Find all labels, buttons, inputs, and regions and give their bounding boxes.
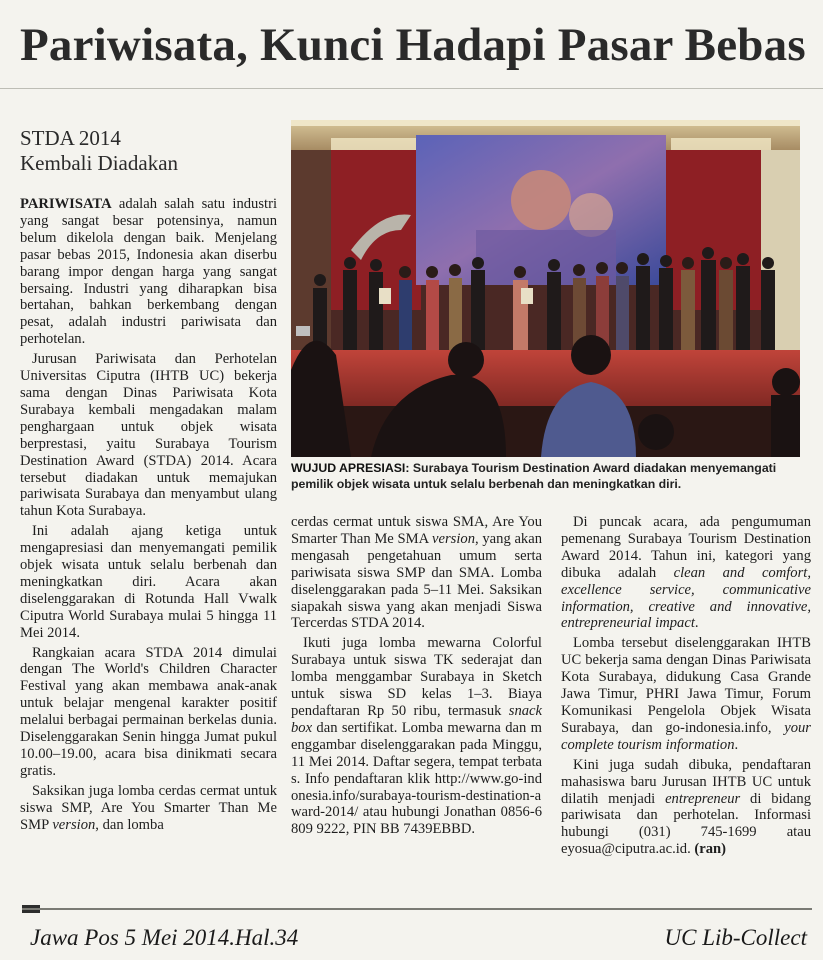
paragraph bbox=[561, 514, 811, 632]
paragraph bbox=[20, 196, 277, 348]
source-citation: Jawa Pos 5 Mei 2014.Hal.34 bbox=[30, 925, 299, 950]
paragraph-text: , yang akan mengasah pengetahuan umum serta pariwisata siswa SMP dan SMA. Lomba diselenggarakan pada 5–11 Mei. Saksikan siapakah siswa yang akan menjadi Siswa Tercerdas STDA 2014. bbox=[291, 530, 542, 632]
paragraph: Ini adalah ajang ketiga untuk mengapresiasi dan menyemangati pemilik objek wisata untuk selalu berbenah dan meningkatkan diri. Acara akan diselenggarakan di Rotunda Hall Vwalk Ciputra World Surabaya mulai 5 hingga 11 Mei 2014. bbox=[20, 523, 277, 641]
caption-text: Surabaya Tourism Destination Award diadakan menyemangati pemilik objek wisata untuk selalu berbenah dan meningkatkan diri. bbox=[291, 461, 777, 491]
subhead-line-1: STDA 2014 bbox=[20, 126, 121, 150]
stage-photo-illustration bbox=[291, 120, 800, 457]
paragraph: Jurusan Pariwisata dan Perhotelan Universitas Ciputra (IHTB UC) bekerja sama dengan Dinas Pariwisata Kota Surabaya kembali mengadakan malam penghargaan untuk objek wisata berprestasi, yaitu Surabaya Tourism Destination Award (STDA) 2014. Acara tersebut diadakan untuk memajukan pariwisata Surabaya dan menyambut ulang tahun Kota Surabaya. bbox=[20, 351, 277, 520]
bottom-divider bbox=[22, 908, 812, 910]
top-divider bbox=[0, 88, 823, 89]
italic-term: snack box bbox=[291, 702, 542, 736]
italic-term: entrepreneur bbox=[665, 790, 741, 807]
subhead-line-2: Kembali Diadakan bbox=[20, 151, 179, 175]
article-column-3 bbox=[561, 514, 811, 861]
paragraph-text: Ikuti juga lomba mewarna Colorful Surabaya untuk siswa TK sederajat dan lomba menggambar Surabaya in Sketch untuk siswa SD kelas 1–3. Biaya pendaftaran Rp 50 ribu, termasuk bbox=[291, 635, 542, 719]
lead-word: PARIWISATA bbox=[20, 196, 112, 212]
paragraph-text: , dan lomba bbox=[95, 816, 164, 833]
italic-term: version bbox=[432, 530, 476, 547]
italic-term: your complete tourism information bbox=[561, 719, 811, 753]
paragraph-text: di bidang pariwisata dan perhotelan. Informasi hubungi (031) 745-1699 atau eyosua@ciputra.ac.id. bbox=[561, 790, 811, 858]
paragraph-text: Di puncak acara, ada pengumuman pemenang Surabaya Tourism Destination Award 2014. Tahun ini, kategori yang dibuka adalah bbox=[561, 514, 811, 581]
paragraph-text: . bbox=[734, 736, 739, 753]
paragraph bbox=[20, 783, 277, 834]
paragraph bbox=[291, 635, 542, 838]
paragraph-text: Kini juga sudah dibuka, pendaftaran mahasiswa baru Jurusan IHTB UC untuk dilatih menjadi bbox=[561, 756, 811, 807]
article-column-1 bbox=[20, 196, 277, 837]
paragraph: Rangkaian acara STDA 2014 dimulai dengan The World's Children Character Festival yang akan membawa anak-anak untuk belajar mengenal karakter positif melalui berbagai permainan berkelas dunia. Diselenggarakan Senin hingga Jumat pukul 10.00–19.00, acara bisa dinikmati secara gratis. bbox=[20, 644, 277, 779]
paragraph bbox=[561, 635, 811, 753]
paragraph bbox=[291, 514, 542, 632]
paragraph-text: dan sertifikat. Lomba mewarna dan menggambar diselenggarakan pada Minggu, 11 Mei 2014. Daftar segera, tempat terbatas. Info pendaftaran klik http://www.go-indonesia.info/surabaya-tourism-destination-award-2014/ atau hubungi Jonathan 0856-6809 9222, PIN BB 7439EBBD. bbox=[291, 719, 542, 838]
paragraph-text: . bbox=[694, 615, 699, 632]
collection-label: UC Lib-Collect bbox=[664, 925, 807, 950]
paragraph bbox=[561, 757, 811, 858]
italic-term: clean and comfort, excellence service, communicative information, creative and innovative, entrepreneurial impact bbox=[561, 564, 811, 632]
headline: Pariwisata, Kunci Hadapi Pasar Bebas bbox=[20, 19, 806, 71]
author-credit: (ran) bbox=[694, 841, 727, 858]
article-column-2 bbox=[291, 514, 542, 841]
paragraph-text: Lomba tersebut diselenggarakan IHTB UC bekerja sama dengan Dinas Pariwisata Kota Surabaya, didukung Casa Grande Jawa Timur, PHRI Jawa Timur, Forum Komunikasi Pengelola Objek Wisata Surabaya, dan go-indonesia.info, bbox=[561, 635, 811, 736]
subheadline bbox=[20, 126, 178, 176]
event-photo bbox=[291, 120, 800, 457]
paragraph-text: adalah salah satu industri yang sangat besar potensinya, namun belum dikelola dengan baik. Menjelang pasar bebas 2015, Indonesia akan diserbu barang impor dengan harga yang sangat bersaing. Industri yang diharapkan bisa bertahan, bahkan berkembang dengan pesat, adalah industri pariwisata dan perhotelan. bbox=[20, 196, 277, 348]
caption-label: WUJUD APRESIASI: bbox=[291, 461, 410, 475]
photo-caption bbox=[291, 460, 803, 492]
paragraph-text: cerdas cermat untuk siswa SMA, Are You Smarter Than Me SMA bbox=[291, 514, 542, 547]
paragraph-text: Saksikan juga lomba cerdas cermat untuk siswa SMP, Are You Smarter Than Me SMP bbox=[20, 782, 277, 833]
italic-term: version bbox=[52, 816, 96, 833]
